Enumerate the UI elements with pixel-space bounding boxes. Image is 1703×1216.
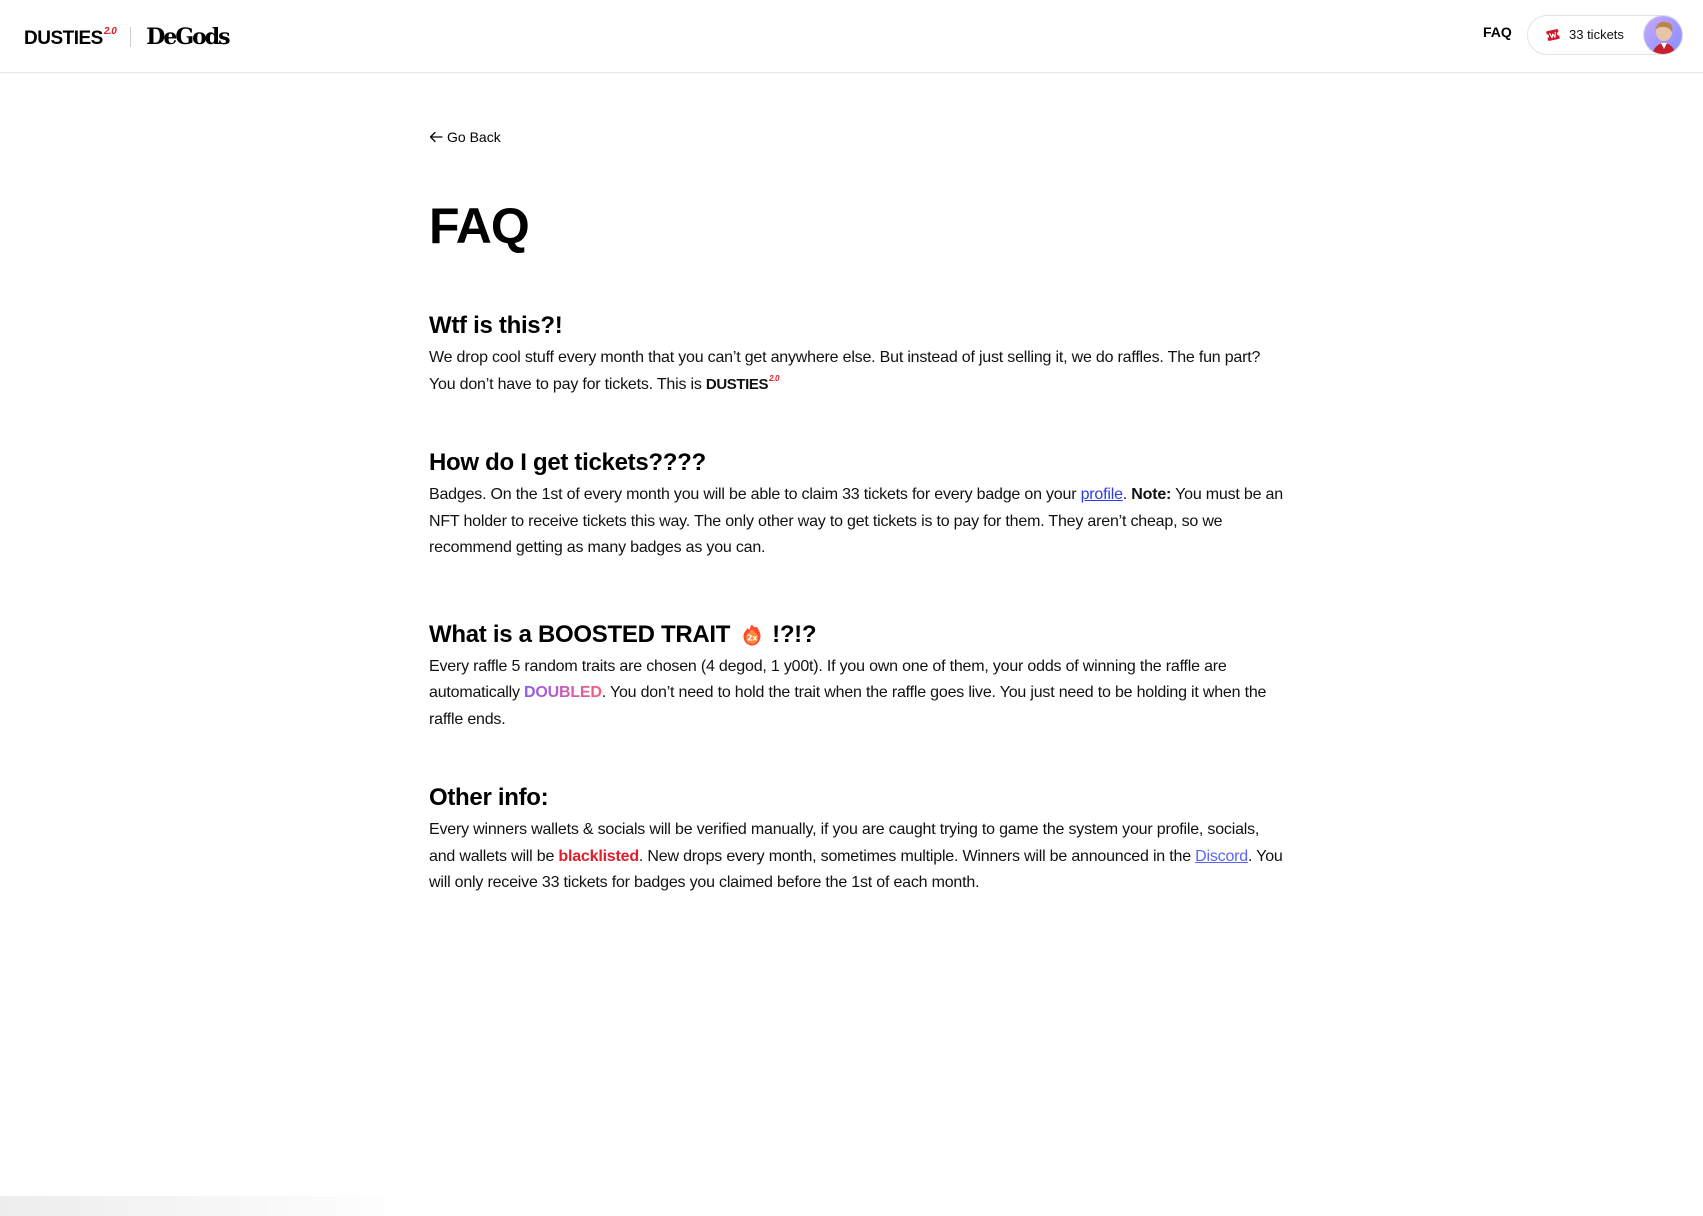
faq-section-what-is-this [429,311,1289,400]
faq-question: How do I get tickets???? [429,449,706,476]
degods-logo[interactable]: DeGods [146,24,229,50]
note-label: Note: [1131,486,1172,503]
faq-section-get-tickets [429,448,1289,562]
dusties-inline-superscript: 2.0 [769,373,780,383]
page-title: FAQ [429,198,529,254]
dusties-logo-superscript: 2.0 [103,26,117,37]
answer-text: . You will only receive 33 tickets for badges you claimed before the 1st of each month. [429,847,1283,891]
top-header [0,0,1703,73]
dusties-logo[interactable] [24,28,115,50]
faq-content [429,129,1289,897]
faq-section-boosted-trait [429,620,1289,734]
svg-text:2x: 2x [747,633,758,642]
faq-answer [429,817,1289,897]
discord-link[interactable]: Discord [1195,847,1248,865]
faq-question [429,620,1289,650]
answer-text: . New drops every month, sometimes multiple. Winners will be announced in the [638,847,1196,865]
avatar-image [1644,16,1683,55]
profile-link[interactable]: profile [1080,486,1123,503]
answer-text: Badges. On the 1st of every month you will be able to claim 33 tickets for every badge on your [429,486,1081,503]
faq-question: Wtf is this?! [429,312,563,339]
doubled-highlight: DOUBLED [524,684,602,701]
nav-faq-link[interactable]: FAQ [1483,24,1512,40]
blacklisted-highlight: blacklisted [558,847,639,865]
faq-question: Other info: [429,784,549,811]
bottom-edge-shadow [0,1196,420,1216]
dusties-inline-text: DUSTIES [705,375,769,393]
ticket-icon [1545,27,1561,43]
faq-answer [429,654,1289,734]
faq-answer [429,482,1289,562]
ticket-count: 33 tickets [1569,27,1624,42]
answer-text: You must be an NFT holder to receive tickets this way. The only other way to get tickets is to pay for them. They aren’t cheap, so we recommend getting as many badges as you can. [429,486,1283,556]
dusties-logo-text: DUSTIES [24,28,103,49]
dusties-inline-logo [705,373,780,393]
answer-text: Every raffle 5 random traits are chosen (4 degod, 1 y00t). If you own one of them, your odds of winning the raffle are automatically [429,657,1227,701]
go-back-link[interactable] [429,129,501,145]
answer-text: . [1122,486,1132,503]
faq-section-other-info [429,783,1289,897]
go-back-label: Go Back [447,129,501,145]
answer-text: Every winners wallets & socials will be verified manually, if you are caught trying to game the system your profile, socials, and wallets will be [429,821,1260,865]
faq-question-text: !?!? [772,620,817,648]
brand-logos[interactable] [24,22,229,48]
answer-text: We drop cool stuff every month that you can’t get anywhere else. But instead of just selling it, we do raffles. The fun part? You don’t have to pay for tickets. This is [429,349,1261,393]
faq-answer [429,345,1289,400]
answer-text: . You don’t need to hold the trait when the raffle goes live. You just need to be holding it when the raffle ends. [429,684,1267,728]
user-avatar[interactable] [1643,15,1683,55]
faq-question-text: What is a BOOSTED TRAIT [429,620,731,648]
arrow-left-icon [429,131,443,143]
brand-divider [130,27,131,47]
boost-2x-icon [740,623,764,647]
